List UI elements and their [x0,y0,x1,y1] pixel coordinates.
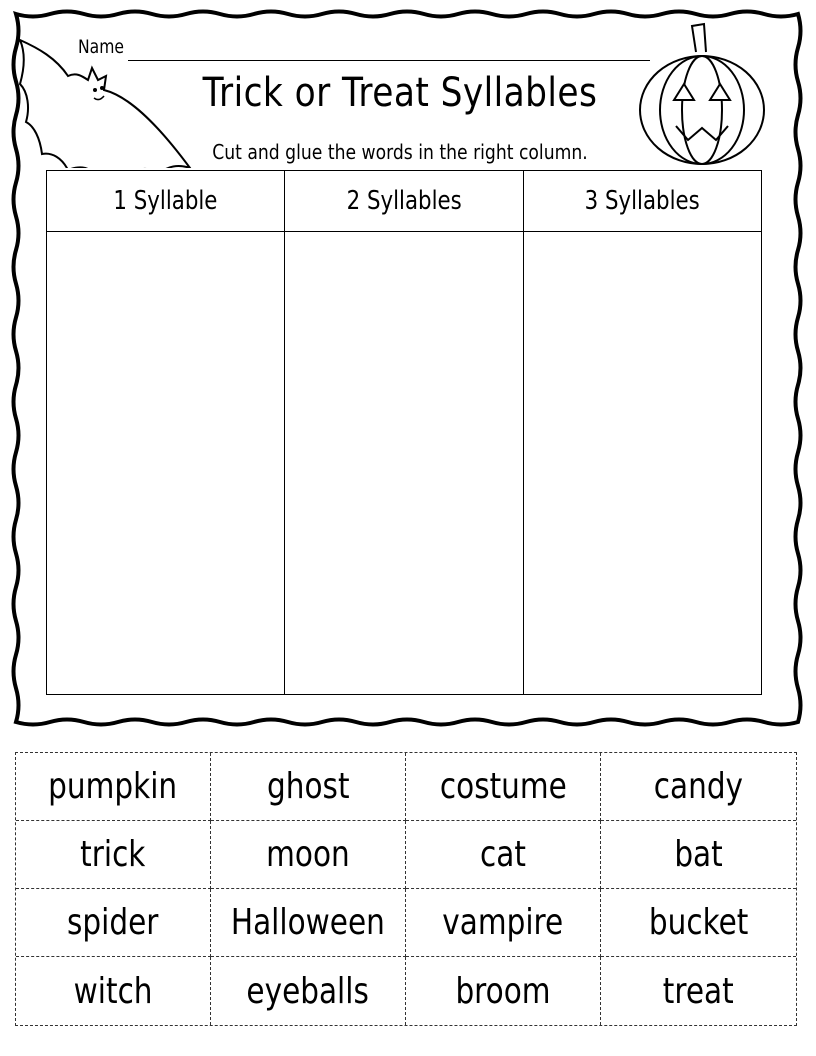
word-cards-grid [15,752,797,1026]
word-card[interactable] [211,889,406,957]
syllable-sorting-table [46,170,762,695]
column-header-label: 2 Syllables [346,186,462,216]
word-card[interactable] [601,821,796,889]
column-header [285,171,522,232]
word-card-text: cat [480,834,526,875]
word-card[interactable] [211,821,406,889]
word-card-text: trick [80,834,146,875]
column-header-label: 3 Syllables [584,186,700,216]
word-card[interactable] [406,957,601,1025]
word-card-text: spider [67,902,159,943]
word-card[interactable] [16,957,211,1025]
word-card[interactable] [16,889,211,957]
word-card[interactable] [601,889,796,957]
word-card-text: pumpkin [48,766,178,807]
word-card-text: vampire [442,902,564,943]
instructions: Cut and glue the words in the right column. [212,140,588,164]
word-card[interactable] [601,753,796,821]
column-drop-area[interactable] [524,232,761,694]
word-card-text: costume [439,766,567,807]
word-card[interactable] [211,957,406,1025]
word-card-text: treat [663,970,734,1012]
column-1-syllable [47,171,285,694]
jack-o-lantern-icon [636,22,771,167]
word-card-text: moon [266,834,350,875]
word-card-text: Halloween [231,902,385,943]
word-card[interactable] [406,753,601,821]
word-card-text: broom [455,970,551,1012]
word-card-text: bat [674,834,723,875]
word-card-text: candy [653,766,744,807]
column-header [524,171,761,232]
column-header-label: 1 Syllable [113,186,218,216]
word-card-text: eyeballs [246,970,370,1012]
word-card[interactable] [16,821,211,889]
word-card[interactable] [601,957,796,1025]
column-header [47,171,284,232]
word-card[interactable] [406,821,601,889]
column-drop-area[interactable] [47,232,284,694]
word-card-text: ghost [266,766,350,807]
word-card-text: bucket [648,902,749,943]
word-card[interactable] [406,889,601,957]
name-field-line[interactable] [128,60,650,61]
word-card[interactable] [16,753,211,821]
word-card-text: witch [73,970,153,1012]
column-2-syllables [285,171,523,694]
column-3-syllables [524,171,761,694]
column-drop-area[interactable] [285,232,522,694]
page-title: Trick or Treat Syllables [202,70,598,116]
word-card[interactable] [211,753,406,821]
name-label: Name [78,36,124,58]
